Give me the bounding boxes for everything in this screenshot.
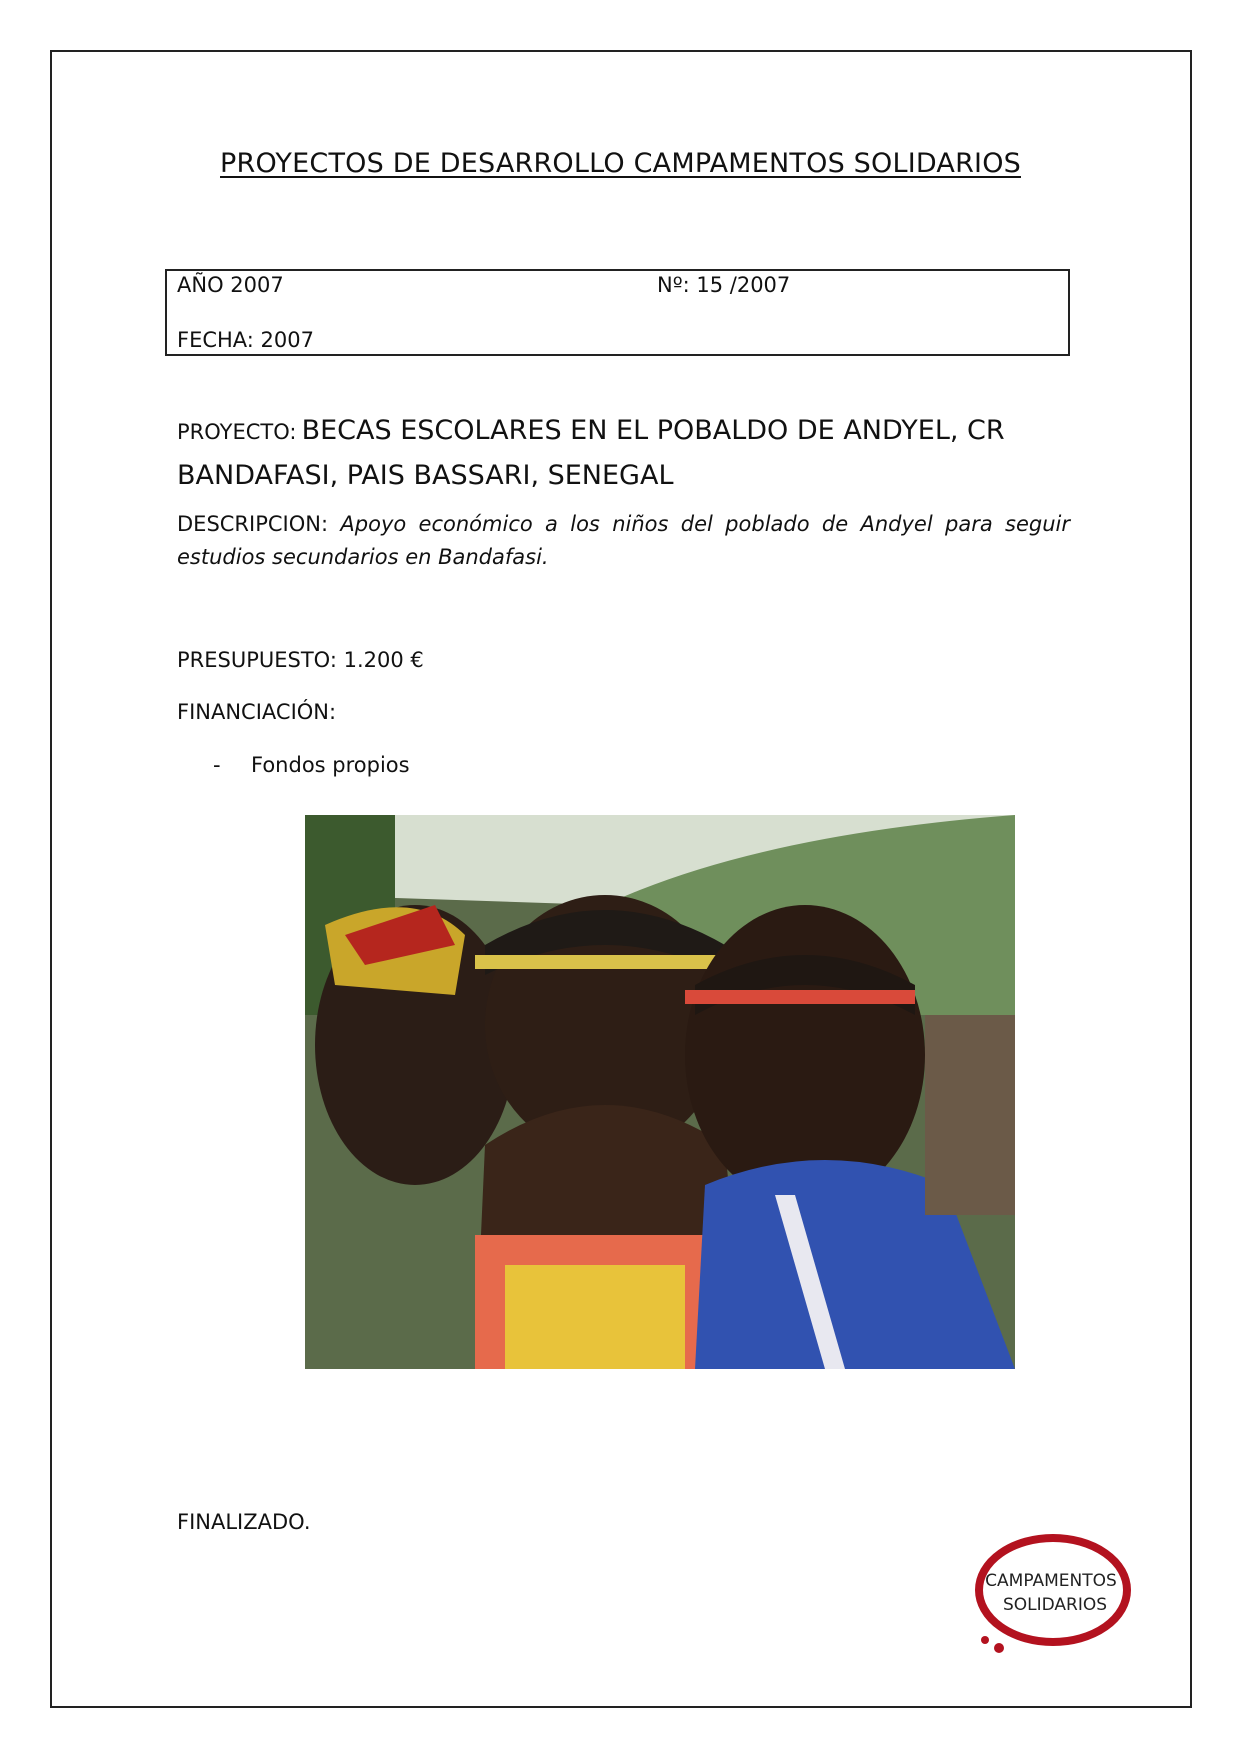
info-box bbox=[165, 269, 1070, 356]
project-title: BECAS ESCOLARES EN EL POBALDO DE ANDYEL, CR BANDAFASI, PAIS BASSARI, SENEGAL bbox=[177, 415, 1005, 491]
photo-illustration bbox=[305, 815, 1015, 1369]
project-label: PROYECTO: bbox=[177, 420, 297, 444]
logo-text-line2: SOLIDARIOS bbox=[1002, 1595, 1108, 1615]
financing-item-text: Fondos propios bbox=[251, 753, 410, 777]
bullet-dash: - bbox=[213, 753, 221, 777]
status-text: FINALIZADO. bbox=[177, 1510, 311, 1534]
financing-label: FINANCIACIÓN: bbox=[177, 700, 337, 724]
campamentos-solidarios-logo bbox=[965, 1530, 1135, 1655]
description-section bbox=[177, 508, 1070, 574]
number-field: Nº: 15 /2007 bbox=[657, 273, 791, 297]
date-field: FECHA: 2007 bbox=[177, 328, 314, 352]
description-text: Apoyo económico a los niños del poblado de Andyel para seguir estudios secundarios en Bandafasi. bbox=[177, 512, 1071, 569]
year-field: AÑO 2007 bbox=[177, 273, 284, 297]
project-section bbox=[177, 410, 1077, 500]
project-photo bbox=[305, 815, 1015, 1369]
logo-mark bbox=[965, 1530, 1135, 1655]
page-title: PROYECTOS DE DESARROLLO CAMPAMENTOS SOLIDARIOS bbox=[220, 148, 1021, 179]
description-label: DESCRIPCION: bbox=[177, 512, 329, 536]
budget-line: PRESUPUESTO: 1.200 € bbox=[177, 648, 424, 672]
logo-text-line1: CAMPAMENTOS bbox=[985, 1571, 1117, 1591]
financing-item bbox=[213, 753, 410, 777]
